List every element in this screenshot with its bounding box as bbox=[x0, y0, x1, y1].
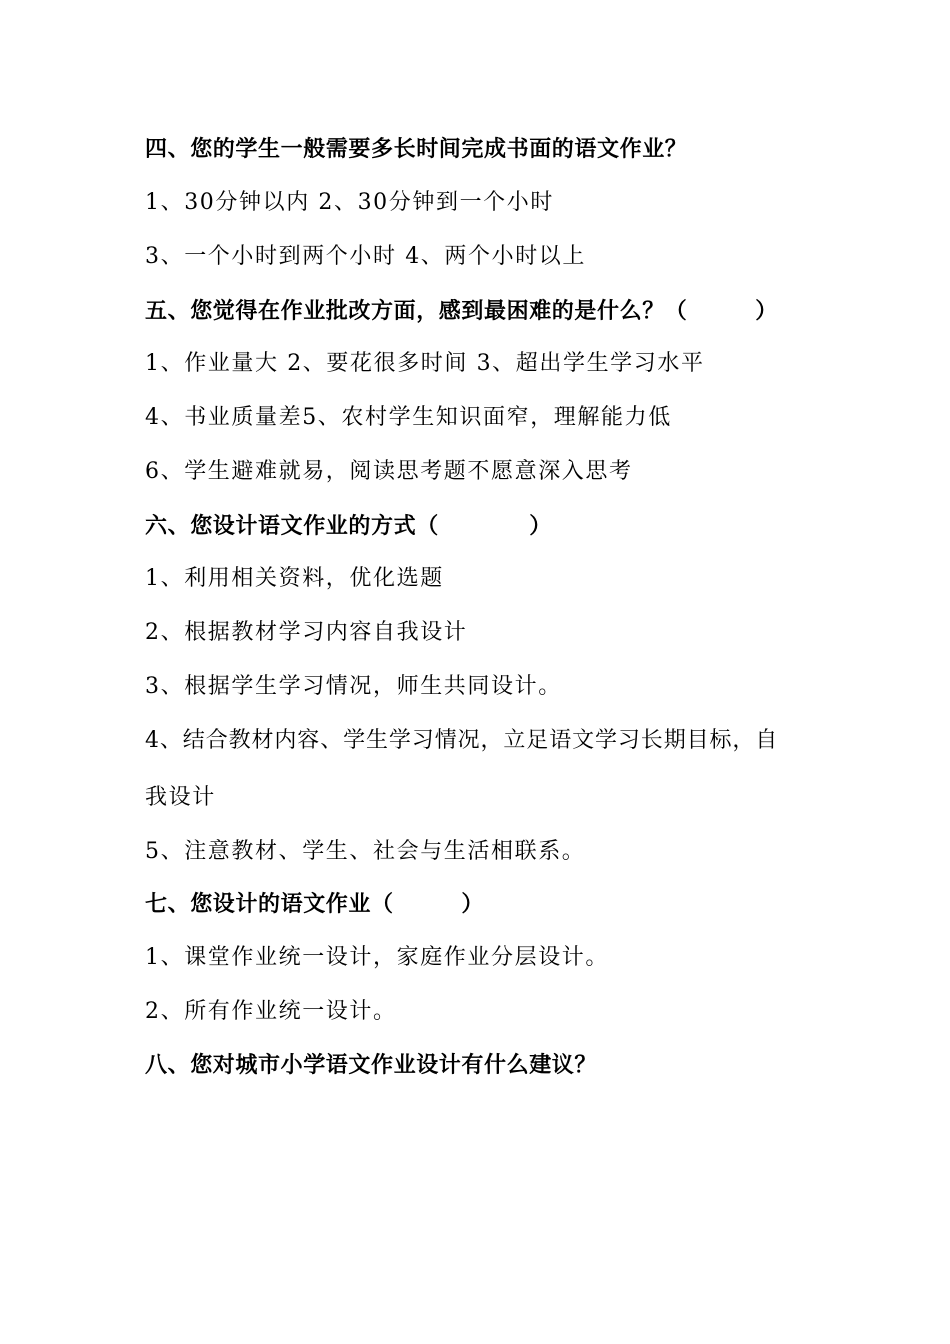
question-5-option-line: 1、作业量大 2、要花很多时间 3、超出学生学习水平 bbox=[145, 351, 705, 376]
question-6-title: 六、您设计语文作业的方式（ ） bbox=[145, 513, 552, 539]
question-7-option-line: 2、所有作业统一设计。 bbox=[145, 999, 397, 1024]
question-7-option-line: 1、课堂作业统一设计，家庭作业分层设计。 bbox=[145, 945, 609, 970]
question-7-title: 七、您设计的语文作业（ ） bbox=[145, 891, 485, 917]
question-6-option-line: 我设计 bbox=[145, 785, 216, 810]
question-4-option-line: 1、30分钟以内 2、30分钟到一个小时 bbox=[145, 190, 554, 215]
question-8-title: 八、您对城市小学语文作业设计有什么建议？ bbox=[145, 1052, 598, 1078]
question-6-option-line: 1、利用相关资料，优化选题 bbox=[145, 566, 444, 591]
question-6-option-line: 3、根据学生学习情况，师生共同设计。 bbox=[145, 674, 562, 699]
question-4-option-line: 3、一个小时到两个小时 4、两个小时以上 bbox=[145, 244, 586, 269]
question-5-option-line: 4、书业质量差5、农村学生知识面窄，理解能力低 bbox=[145, 405, 672, 430]
question-5-option-line: 6、学生避难就易，阅读思考题不愿意深入思考 bbox=[145, 459, 633, 484]
question-6-option-line: 5、注意教材、学生、社会与生活相联系。 bbox=[145, 839, 586, 864]
question-4-title: 四、您的学生一般需要多长时间完成书面的语文作业？ bbox=[145, 136, 688, 162]
question-6-option-line: 2、根据教材学习内容自我设计 bbox=[145, 620, 468, 645]
question-6-option-line: 4、结合教材内容、学生学习情况，立足语文学习长期目标，自 bbox=[145, 728, 779, 753]
question-5-title: 五、您觉得在作业批改方面，感到最困难的是什么？（ ） bbox=[145, 298, 778, 324]
